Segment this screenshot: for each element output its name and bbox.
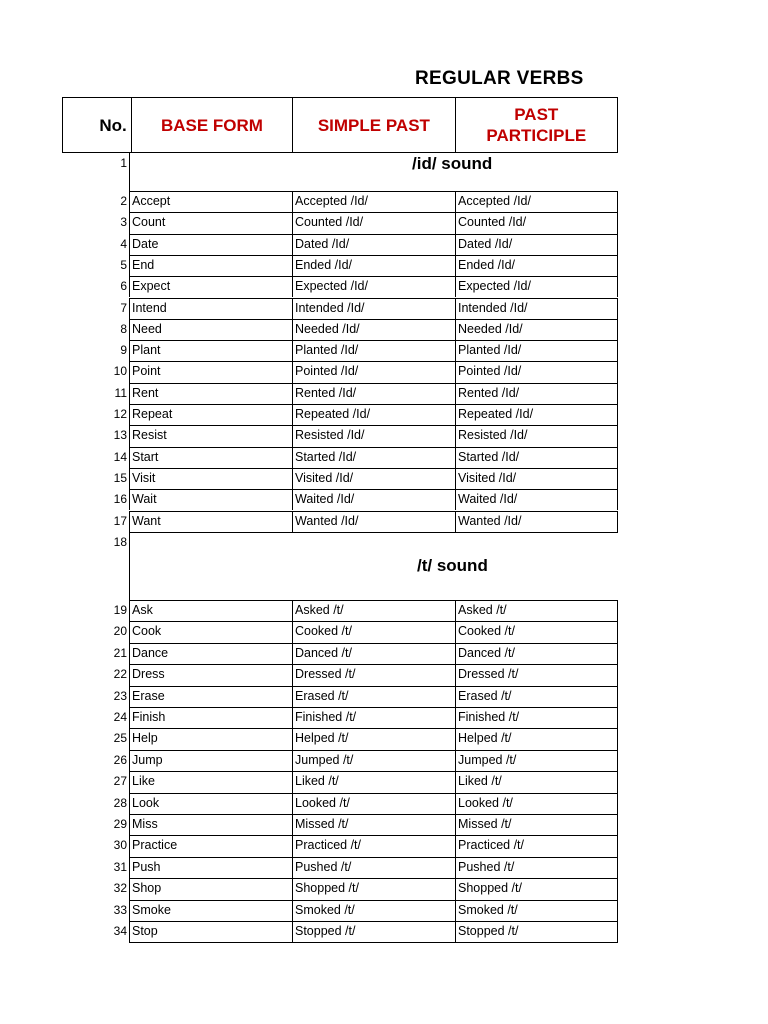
cell-base-form: Help [129, 729, 292, 749]
cell-simple-past: Intended /Id/ [292, 299, 455, 319]
cell-simple-past: Pointed /Id/ [292, 362, 455, 382]
cell-simple-past: Visited /Id/ [292, 469, 455, 489]
cell-base-form: Push [129, 858, 292, 878]
section-label: /id/ sound [412, 154, 493, 173]
cell-past-participle: Shopped /t/ [455, 879, 618, 899]
table-row [129, 425, 618, 446]
cell-base-form: Erase [129, 687, 292, 707]
cell-simple-past: Liked /t/ [292, 772, 455, 792]
row-number: 31 [113, 859, 127, 874]
cell-base-form: Miss [129, 815, 292, 835]
cell-base-form: Finish [129, 708, 292, 728]
cell-base-form: Look [129, 794, 292, 814]
cell-past-participle: Started /Id/ [455, 448, 618, 468]
cell-simple-past: Expected /Id/ [292, 277, 455, 297]
table-row [129, 319, 618, 340]
cell-simple-past: Looked /t/ [292, 794, 455, 814]
row-number: 11 [114, 385, 127, 400]
cell-past-participle: Waited /Id/ [455, 490, 618, 510]
cell-base-form: Stop [129, 922, 292, 942]
cell-simple-past: Cooked /t/ [292, 622, 455, 642]
cell-simple-past: Needed /Id/ [292, 320, 455, 340]
cell-base-form: Dress [129, 665, 292, 685]
table-row [129, 511, 618, 532]
section-label: /t/ sound [417, 556, 488, 575]
table-row [129, 621, 618, 642]
cell-simple-past: Smoked /t/ [292, 901, 455, 921]
cell-simple-past: Wanted /Id/ [292, 512, 455, 532]
cell-base-form: Accept [129, 192, 292, 212]
cell-past-participle: Asked /t/ [455, 601, 618, 621]
cell-base-form: Cook [129, 622, 292, 642]
cell-simple-past: Started /Id/ [292, 448, 455, 468]
cell-past-participle: Resisted /Id/ [455, 426, 618, 446]
table-row [129, 643, 618, 664]
cell-base-form: Wait [129, 490, 292, 510]
row-number: 21 [113, 645, 127, 660]
cell-base-form: Repeat [129, 405, 292, 425]
table-row [129, 771, 618, 792]
header-pp-line1: PAST [514, 105, 559, 124]
table-row [129, 900, 618, 921]
table-row [129, 728, 618, 749]
cell-base-form: Like [129, 772, 292, 792]
cell-past-participle: Pointed /Id/ [455, 362, 618, 382]
cell-past-participle: Dated /Id/ [455, 235, 618, 255]
cell-simple-past: Resisted /Id/ [292, 426, 455, 446]
table-bottom-border [129, 942, 618, 943]
cell-past-participle: Expected /Id/ [455, 277, 618, 297]
row-number: 22 [113, 667, 127, 682]
row-number: 9 [120, 343, 127, 358]
cell-base-form: Shop [129, 879, 292, 899]
cell-simple-past: Accepted /Id/ [292, 192, 455, 212]
table-header [62, 97, 618, 153]
cell-past-participle: Pushed /t/ [455, 858, 618, 878]
section-heading-id [129, 153, 618, 191]
cell-past-participle: Practiced /t/ [455, 836, 618, 856]
cell-past-participle: Smoked /t/ [455, 901, 618, 921]
cell-simple-past: Erased /t/ [292, 687, 455, 707]
table-row [129, 857, 618, 878]
table-row [129, 489, 618, 510]
table-row [129, 191, 618, 212]
cell-base-form: End [129, 256, 292, 276]
cell-simple-past: Planted /Id/ [292, 341, 455, 361]
table-row [129, 793, 618, 814]
row-number: 4 [120, 236, 127, 251]
cell-base-form: Count [129, 213, 292, 233]
cell-past-participle: Cooked /t/ [455, 622, 618, 642]
row-number: 7 [120, 300, 127, 315]
table-row [129, 600, 618, 621]
table-row [129, 383, 618, 404]
table-row [129, 340, 618, 361]
header-pp-line2: PARTICIPLE [486, 126, 587, 145]
row-number: 28 [113, 795, 127, 810]
row-number: 3 [120, 215, 127, 230]
cell-past-participle: Repeated /Id/ [455, 405, 618, 425]
row-number: 32 [113, 881, 127, 896]
table-row [129, 468, 618, 489]
row-number: 33 [113, 902, 127, 917]
cell-simple-past: Dated /Id/ [292, 235, 455, 255]
row-number: 2 [120, 194, 127, 208]
cell-simple-past: Rented /Id/ [292, 384, 455, 404]
cell-base-form: Practice [129, 836, 292, 856]
row-number: 14 [113, 449, 127, 464]
cell-simple-past: Asked /t/ [292, 601, 455, 621]
row-number: 5 [120, 257, 127, 272]
cell-base-form: Date [129, 235, 292, 255]
cell-base-form: Rent [129, 384, 292, 404]
cell-base-form: Want [129, 512, 292, 532]
table-row [129, 707, 618, 728]
row-number: 34 [113, 924, 127, 938]
cell-simple-past: Jumped /t/ [292, 751, 455, 771]
table-row [129, 298, 618, 319]
row-number: 29 [113, 817, 127, 831]
cell-simple-past: Danced /t/ [292, 644, 455, 664]
cell-base-form: Resist [129, 426, 292, 446]
row-number: 24 [113, 710, 127, 724]
section-heading-t [129, 533, 618, 600]
row-number: 16 [113, 492, 127, 507]
cell-simple-past: Dressed /t/ [292, 665, 455, 685]
cell-past-participle: Wanted /Id/ [455, 512, 618, 532]
cell-base-form: Expect [129, 277, 292, 297]
cell-past-participle: Stopped /t/ [455, 922, 618, 942]
row-number: 15 [113, 470, 127, 485]
page-title-text: REGULAR VERBS [415, 68, 584, 89]
row-number: 10 [113, 364, 127, 379]
table-row [129, 276, 618, 297]
cell-simple-past: Helped /t/ [292, 729, 455, 749]
row-number: 20 [113, 624, 127, 639]
row-number: 23 [113, 688, 127, 703]
table-row [129, 750, 618, 771]
row-number: 13 [113, 428, 127, 443]
cell-base-form: Need [129, 320, 292, 340]
table-row [129, 814, 618, 835]
cell-simple-past: Counted /Id/ [292, 213, 455, 233]
row-number: 25 [113, 731, 127, 746]
section-number: 1 [120, 156, 127, 170]
cell-simple-past: Waited /Id/ [292, 490, 455, 510]
cell-simple-past: Shopped /t/ [292, 879, 455, 899]
cell-base-form: Plant [129, 341, 292, 361]
cell-base-form: Smoke [129, 901, 292, 921]
cell-base-form: Dance [129, 644, 292, 664]
table-row [129, 255, 618, 276]
cell-base-form: Point [129, 362, 292, 382]
cell-base-form: Intend [129, 299, 292, 319]
cell-simple-past: Practiced /t/ [292, 836, 455, 856]
cell-simple-past: Repeated /Id/ [292, 405, 455, 425]
cell-past-participle: Dressed /t/ [455, 665, 618, 685]
cell-simple-past: Finished /t/ [292, 708, 455, 728]
cell-past-participle: Liked /t/ [455, 772, 618, 792]
header-past-participle [455, 98, 617, 152]
cell-past-participle: Danced /t/ [455, 644, 618, 664]
row-number: 30 [113, 838, 127, 853]
row-number: 17 [113, 513, 127, 528]
cell-past-participle: Rented /Id/ [455, 384, 618, 404]
cell-past-participle: Accepted /Id/ [455, 192, 618, 212]
table-row [129, 921, 618, 942]
table-row [129, 835, 618, 856]
cell-simple-past: Stopped /t/ [292, 922, 455, 942]
cell-past-participle: Visited /Id/ [455, 469, 618, 489]
cell-past-participle: Planted /Id/ [455, 341, 618, 361]
cell-past-participle: Erased /t/ [455, 687, 618, 707]
table-row [129, 686, 618, 707]
cell-past-participle: Missed /t/ [455, 815, 618, 835]
table-row [129, 234, 618, 255]
cell-past-participle: Helped /t/ [455, 729, 618, 749]
cell-base-form: Visit [129, 469, 292, 489]
cell-past-participle: Intended /Id/ [455, 299, 618, 319]
cell-base-form: Ask [129, 601, 292, 621]
header-no: No. [99, 115, 127, 135]
table-row [129, 361, 618, 382]
cell-past-participle: Counted /Id/ [455, 213, 618, 233]
table-row [129, 212, 618, 233]
cell-simple-past: Missed /t/ [292, 815, 455, 835]
table-row [129, 404, 618, 425]
row-number: 19 [113, 603, 127, 617]
header-simple-past: SIMPLE PAST [292, 98, 454, 152]
section-number: 18 [113, 535, 127, 549]
cell-past-participle: Ended /Id/ [455, 256, 618, 276]
cell-past-participle: Needed /Id/ [455, 320, 618, 340]
row-number: 12 [113, 407, 127, 421]
table-row [129, 664, 618, 685]
cell-past-participle: Looked /t/ [455, 794, 618, 814]
table-row [129, 878, 618, 899]
cell-base-form: Start [129, 448, 292, 468]
row-number: 6 [120, 279, 127, 294]
cell-past-participle: Finished /t/ [455, 708, 618, 728]
cell-simple-past: Ended /Id/ [292, 256, 455, 276]
table-row [129, 447, 618, 468]
row-number: 27 [113, 774, 127, 789]
row-number: 26 [113, 752, 127, 767]
header-base-form: BASE FORM [131, 98, 292, 152]
cell-past-participle: Jumped /t/ [455, 751, 618, 771]
cell-simple-past: Pushed /t/ [292, 858, 455, 878]
row-number: 8 [120, 321, 127, 336]
cell-base-form: Jump [129, 751, 292, 771]
